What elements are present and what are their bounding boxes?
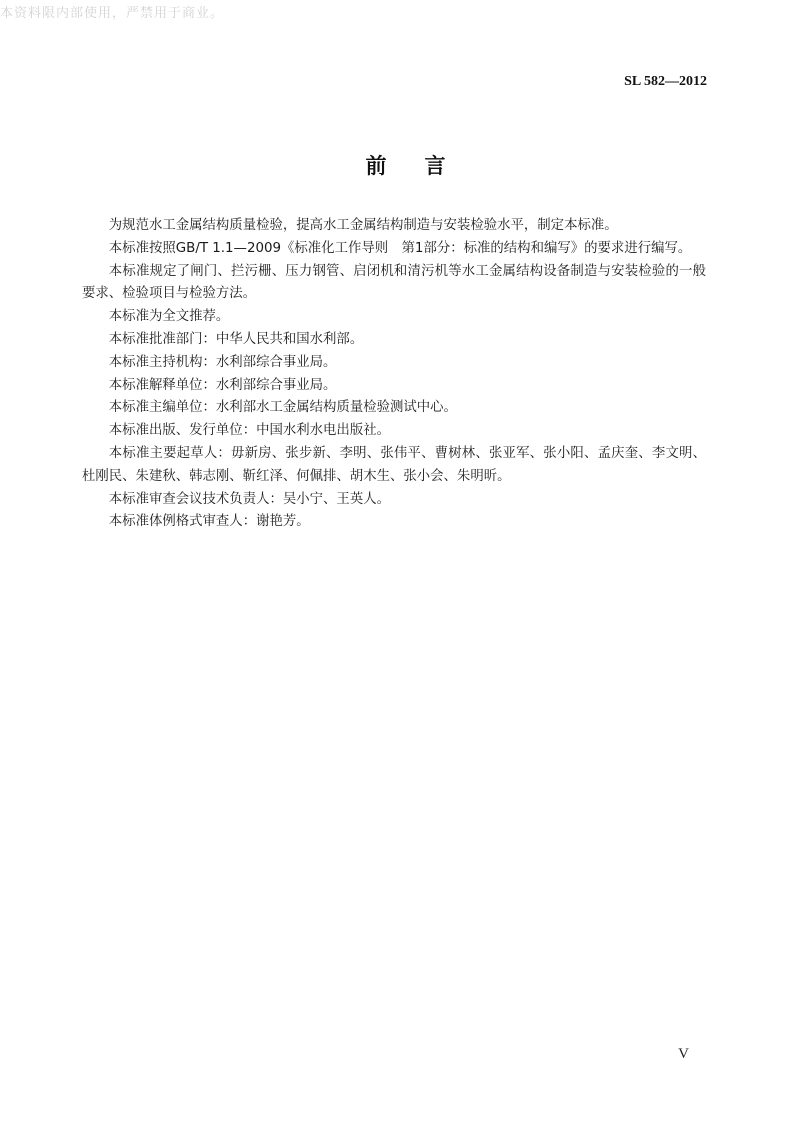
paragraph-purpose: 为规范水工金属结构质量检验，提高水工金属结构制造与安装检验水平，制定本标准。 [108,218,618,233]
paragraph-format-reviewer: 本标准体例格式审查人：谢艳芳。 [108,514,310,530]
paragraph-approval-authority: 本标准批准部门：中华人民共和国水利部。 [108,331,364,347]
watermark-text: 本资料限内部使用，严禁用于商业。 [0,6,225,21]
page-number: V [678,1046,689,1062]
paragraph-presiding-agency: 本标准主持机构：水利部综合事业局。 [108,354,337,370]
paragraph-drafting-rules: 本标准按照GB/T 1.1—2009《标准化工作导则 第1部分：标准的结构和编写》的要求进行编写。 [108,240,692,256]
paragraph-scope: 本标准规定了闸门、拦污栅、压力钢管、启闭机和清污机等水工金属结构设备制造与安装检验的一般要求、检验项目与检验方法。 [82,263,706,302]
standard-number: SL 582—2012 [624,74,707,89]
paragraph-review-lead: 本标准审查会议技术负责人：吴小宁、王英人。 [108,491,390,507]
paragraph-publisher: 本标准出版、发行单位：中国水利水电出版社。 [108,423,390,439]
page-title: 前言 [365,154,484,178]
paragraph-chief-editor-unit: 本标准主编单位：水利部水工金属结构质量检验测试中心。 [108,400,457,416]
paragraph-recommendation: 本标准为全文推荐。 [108,309,230,325]
paragraph-interpretation-unit: 本标准解释单位：水利部综合事业局。 [108,377,337,393]
paragraph-drafters: 本标准主要起草人：毋新房、张步新、李明、张伟平、曹树林、张亚军、张小阳、孟庆奎、李文明、杜刚民、朱建秋、韩志刚、靳红泽、何佩排、胡木生、张小会、朱明昕。 [82,445,706,484]
preface-body [82,215,706,534]
